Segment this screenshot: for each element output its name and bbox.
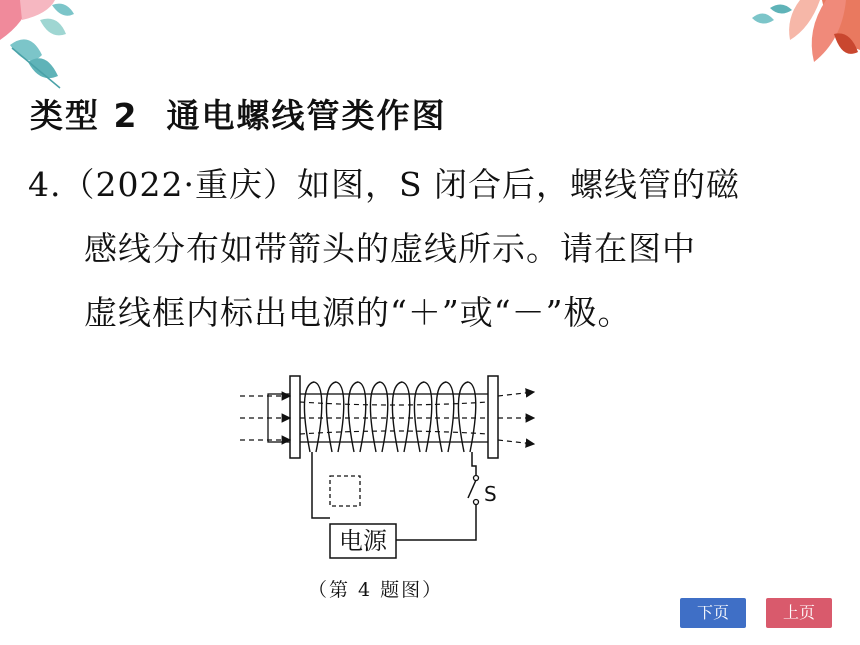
question-line-2: 感线分布如带箭头的虚线所示。请在图中 xyxy=(84,229,696,268)
section-title-text: 通电螺线管类作图 xyxy=(166,96,447,135)
switch-label: S xyxy=(484,482,497,506)
solenoid-circuit-figure xyxy=(232,372,542,572)
right-end-plate xyxy=(488,376,498,458)
figure-caption: （第 4 题图） xyxy=(308,579,444,601)
decorative-leaves-top-right xyxy=(730,0,860,75)
left-end-plate xyxy=(290,376,300,458)
switch-bottom-contact xyxy=(474,500,479,505)
switch-top-contact xyxy=(474,476,479,481)
section-type-label: 类型 2 xyxy=(30,96,139,135)
question-line-1: 4.（2022·重庆）如图，S 闭合后，螺线管的磁 xyxy=(28,165,741,204)
question-text xyxy=(28,160,828,352)
prev-page-button[interactable]: 上页 xyxy=(766,598,832,628)
section-title xyxy=(30,90,446,137)
pole-dashed-box xyxy=(330,476,360,506)
next-page-button[interactable]: 下页 xyxy=(680,598,746,628)
power-source-label: 电源 xyxy=(339,527,387,555)
decorative-leaves-top-left xyxy=(0,0,120,95)
question-line-3: 虚线框内标出电源的“＋”或“－”极。 xyxy=(84,293,632,332)
